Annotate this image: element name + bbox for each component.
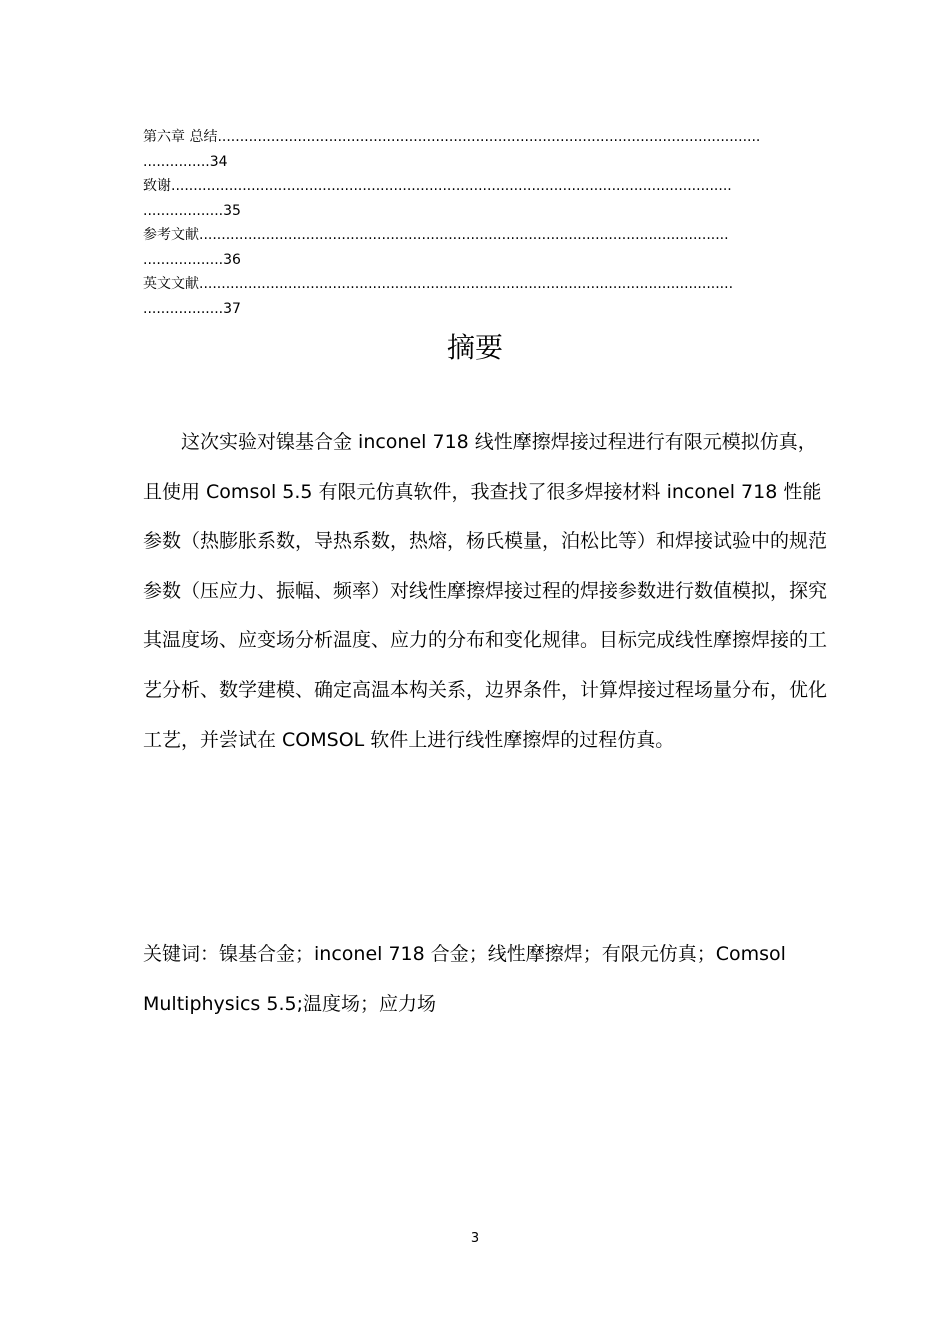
toc-entry[interactable]	[143, 272, 808, 321]
abstract-paragraph: 这次实验对镍基合金 inconel 718 线性摩擦焊接过程进行有限元模拟仿真，且使用 Comsol 5.5 有限元仿真软件，我查找了很多焊接材料 inconel 718 性能参数（热膨胀系数，导热系数，热熔，杨氏模量，泊松比等）和焊接试验中的规范参数（压应力、振幅、频率）对线性摩擦焊接过程的焊接参数进行数值模拟，探究其温度场、应变场分析温度、应力的分布和变化规律。目标完成线性摩擦焊接的工艺分析、数学建模、确定高温本构关系，边界条件，计算焊接过程场量分布，优化工艺，并尝试在 COMSOL 软件上进行线性摩擦焊的过程仿真。	[143, 431, 828, 751]
toc-entry[interactable]	[143, 223, 808, 272]
toc-leader-dots: ..........................................................................................................................	[217, 129, 761, 145]
toc-entry-page: 34	[209, 153, 228, 170]
toc-entry-title: 致谢	[143, 178, 171, 194]
toc-entry-title: 英文文献	[143, 276, 199, 292]
toc-leader-dots: ..................	[143, 202, 224, 219]
table-of-contents	[143, 125, 808, 321]
page-number: 3	[470, 1231, 480, 1246]
toc-leader-dots: .......................................................................................................................	[199, 227, 729, 243]
abstract-heading: 摘要	[446, 331, 503, 364]
toc-entry[interactable]	[143, 174, 808, 223]
toc-leader-dots: ..................	[143, 251, 224, 268]
toc-entry-page: 35	[223, 202, 241, 219]
toc-entry-page: 37	[223, 300, 241, 317]
keywords-text: 镍基合金；inconel 718 合金；线性摩擦焊；有限元仿真；Comsol Multiphysics 5.5;温度场；应力场	[143, 943, 786, 1015]
toc-entry[interactable]	[143, 125, 808, 174]
toc-entry-title: 第六章 总结	[143, 129, 218, 145]
keywords-label: 关键词：	[143, 943, 220, 965]
toc-leader-dots: ..................	[143, 300, 224, 317]
keywords-section	[143, 930, 843, 1029]
toc-leader-dots: ........................................................................................................................	[199, 276, 734, 292]
toc-entry-page: 36	[223, 251, 241, 268]
toc-leader-dots: ...............	[143, 153, 210, 170]
toc-leader-dots: ..............................................................................................................................	[171, 178, 732, 194]
toc-entry-title: 参考文献	[143, 227, 199, 243]
abstract-body	[143, 418, 833, 765]
